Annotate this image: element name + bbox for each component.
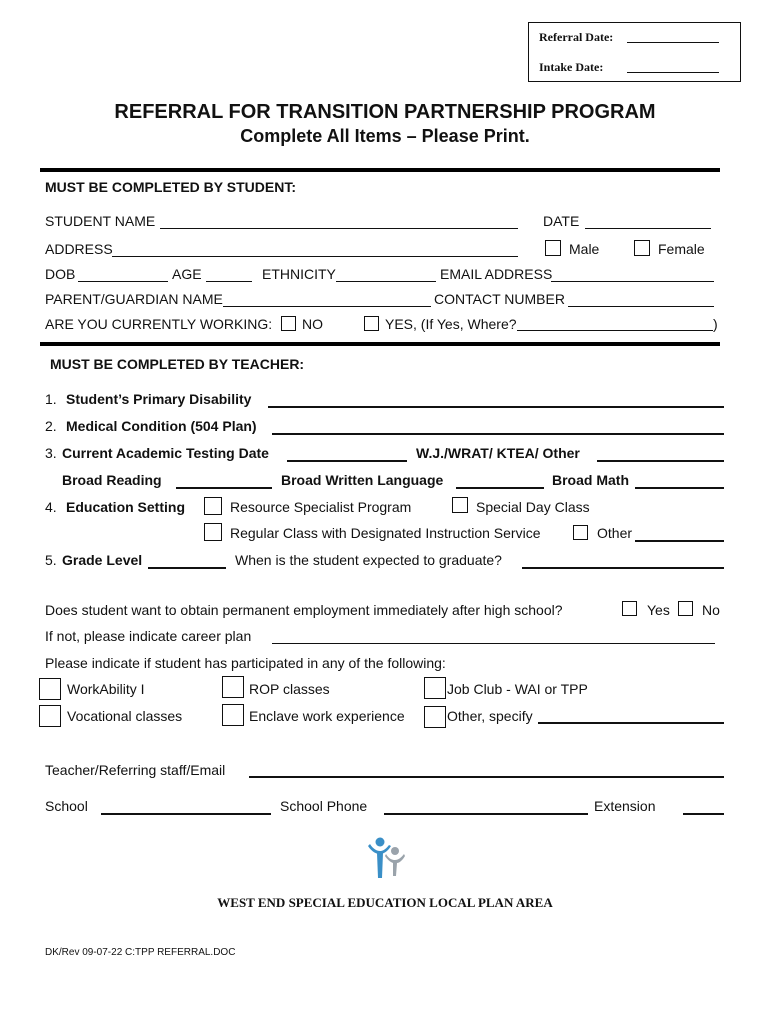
address-label: ADDRESS (45, 241, 113, 257)
ethnicity-field[interactable] (336, 281, 436, 282)
employment-question: Does student want to obtain permanent employment immediately after high school? (45, 602, 563, 618)
regular-class-checkbox[interactable] (204, 523, 222, 541)
extension-field[interactable] (683, 813, 724, 815)
school-label: School (45, 798, 88, 814)
male-label: Male (569, 241, 600, 257)
primary-disability-field[interactable] (268, 406, 724, 408)
other-specify-field[interactable] (538, 722, 724, 724)
broad-math-label: Broad Math (552, 472, 629, 488)
close-paren: ) (713, 316, 718, 332)
other-test-field[interactable] (597, 460, 724, 462)
date-label: DATE (543, 213, 580, 229)
employment-no-label: No (702, 602, 720, 618)
working-yes-checkbox[interactable] (364, 316, 379, 331)
extension-label: Extension (594, 798, 656, 814)
parent-label: PARENT/GUARDIAN NAME (45, 291, 223, 307)
student-name-field[interactable] (160, 228, 518, 229)
career-plan-label: If not, please indicate career plan (45, 628, 252, 644)
section-divider (40, 168, 720, 172)
grade-level-field[interactable] (148, 567, 226, 569)
female-checkbox[interactable] (634, 240, 650, 256)
q3-number: 3. (45, 445, 57, 461)
jobclub-label: Job Club - WAI or TPP (447, 681, 588, 697)
working-yes-label: YES, (If Yes, Where? (385, 316, 517, 332)
email-label: EMAIL ADDRESS (440, 266, 553, 282)
other-specify-label: Other, specify (447, 708, 533, 724)
rop-checkbox[interactable] (222, 676, 244, 698)
working-no-label: NO (302, 316, 323, 332)
broad-math-field[interactable] (635, 487, 724, 489)
q2-label: Medical Condition (504 Plan) (66, 418, 257, 434)
date-field[interactable] (585, 228, 711, 229)
teacher-section-heading: MUST BE COMPLETED BY TEACHER: (50, 356, 305, 372)
org-name: WEST END SPECIAL EDUCATION LOCAL PLAN AREA (217, 895, 553, 910)
employment-no-checkbox[interactable] (678, 601, 693, 616)
student-section-heading: MUST BE COMPLETED BY STUDENT: (45, 179, 296, 195)
career-plan-field[interactable] (272, 643, 715, 644)
revision-note: DK/Rev 09-07-22 C:TPP REFERRAL.DOC (45, 947, 236, 958)
broad-reading-field[interactable] (176, 487, 272, 489)
rop-label: ROP classes (249, 681, 330, 697)
referral-date-label: Referral Date: (539, 30, 614, 44)
resource-label: Resource Specialist Program (230, 499, 412, 515)
vocational-checkbox[interactable] (39, 705, 61, 727)
q4-number: 4. (45, 499, 57, 515)
school-field[interactable] (101, 813, 271, 815)
q3-label: Current Academic Testing Date (62, 445, 269, 461)
working-label: ARE YOU CURRENTLY WORKING: (45, 316, 273, 332)
participated-label: Please indicate if student has participated in any of the following: (45, 655, 446, 671)
workability-checkbox[interactable] (39, 678, 61, 700)
school-phone-label: School Phone (280, 798, 368, 814)
female-label: Female (658, 241, 705, 257)
q1-label: Student’s Primary Disability (66, 391, 252, 407)
other-setting-checkbox[interactable] (573, 525, 588, 540)
testing-date-field[interactable] (287, 460, 407, 462)
parent-field[interactable] (223, 306, 431, 307)
teacher-label: Teacher/Referring staff/Email (45, 762, 226, 778)
age-label: AGE (172, 266, 202, 282)
male-checkbox[interactable] (545, 240, 561, 256)
graduate-field[interactable] (522, 567, 724, 569)
address-field[interactable] (112, 256, 518, 257)
ethnicity-label: ETHNICITY (262, 266, 336, 282)
q4-label: Education Setting (66, 499, 185, 515)
contact-field[interactable] (568, 306, 714, 307)
other-specify-checkbox[interactable] (424, 706, 446, 728)
medical-condition-field[interactable] (272, 433, 724, 435)
working-where-field[interactable] (517, 330, 713, 331)
employment-yes-label: Yes (647, 602, 670, 618)
broad-written-label: Broad Written Language (281, 472, 444, 488)
selpa-logo-icon (364, 834, 408, 882)
referral-date-field[interactable] (627, 42, 719, 43)
broad-reading-label: Broad Reading (62, 472, 162, 488)
enclave-checkbox[interactable] (222, 704, 244, 726)
dob-label: DOB (45, 266, 76, 282)
q5-label: Grade Level (62, 552, 143, 568)
age-field[interactable] (206, 281, 252, 282)
intake-date-label: Intake Date: (539, 60, 604, 74)
other-setting-field[interactable] (635, 540, 724, 542)
intake-date-field[interactable] (627, 72, 719, 73)
regular-class-label: Regular Class with Designated Instruction Service (230, 525, 541, 541)
dob-field[interactable] (78, 281, 168, 282)
teacher-field[interactable] (249, 776, 724, 778)
broad-written-field[interactable] (456, 487, 544, 489)
q5-number: 5. (45, 552, 57, 568)
q3b-label: W.J./WRAT/ KTEA/ Other (416, 445, 580, 461)
jobclub-checkbox[interactable] (424, 677, 446, 699)
special-day-label: Special Day Class (476, 499, 590, 515)
graduate-label: When is the student expected to graduate? (235, 552, 502, 568)
working-no-checkbox[interactable] (281, 316, 296, 331)
page-title: REFERRAL FOR TRANSITION PARTNERSHIP PROGRAM (114, 101, 656, 123)
contact-label: CONTACT NUMBER (434, 291, 565, 307)
q2-number: 2. (45, 418, 57, 434)
special-day-checkbox[interactable] (452, 497, 468, 513)
enclave-label: Enclave work experience (249, 708, 405, 724)
resource-checkbox[interactable] (204, 497, 222, 515)
other-setting-label: Other (597, 525, 633, 541)
vocational-label: Vocational classes (67, 708, 183, 724)
student-name-label: STUDENT NAME (45, 213, 156, 229)
employment-yes-checkbox[interactable] (622, 601, 637, 616)
page-subtitle: Complete All Items – Please Print. (240, 126, 530, 146)
workability-label: WorkAbility I (67, 681, 145, 697)
section-divider (40, 342, 720, 346)
email-field[interactable] (551, 281, 714, 282)
school-phone-field[interactable] (384, 813, 588, 815)
q1-number: 1. (45, 391, 57, 407)
